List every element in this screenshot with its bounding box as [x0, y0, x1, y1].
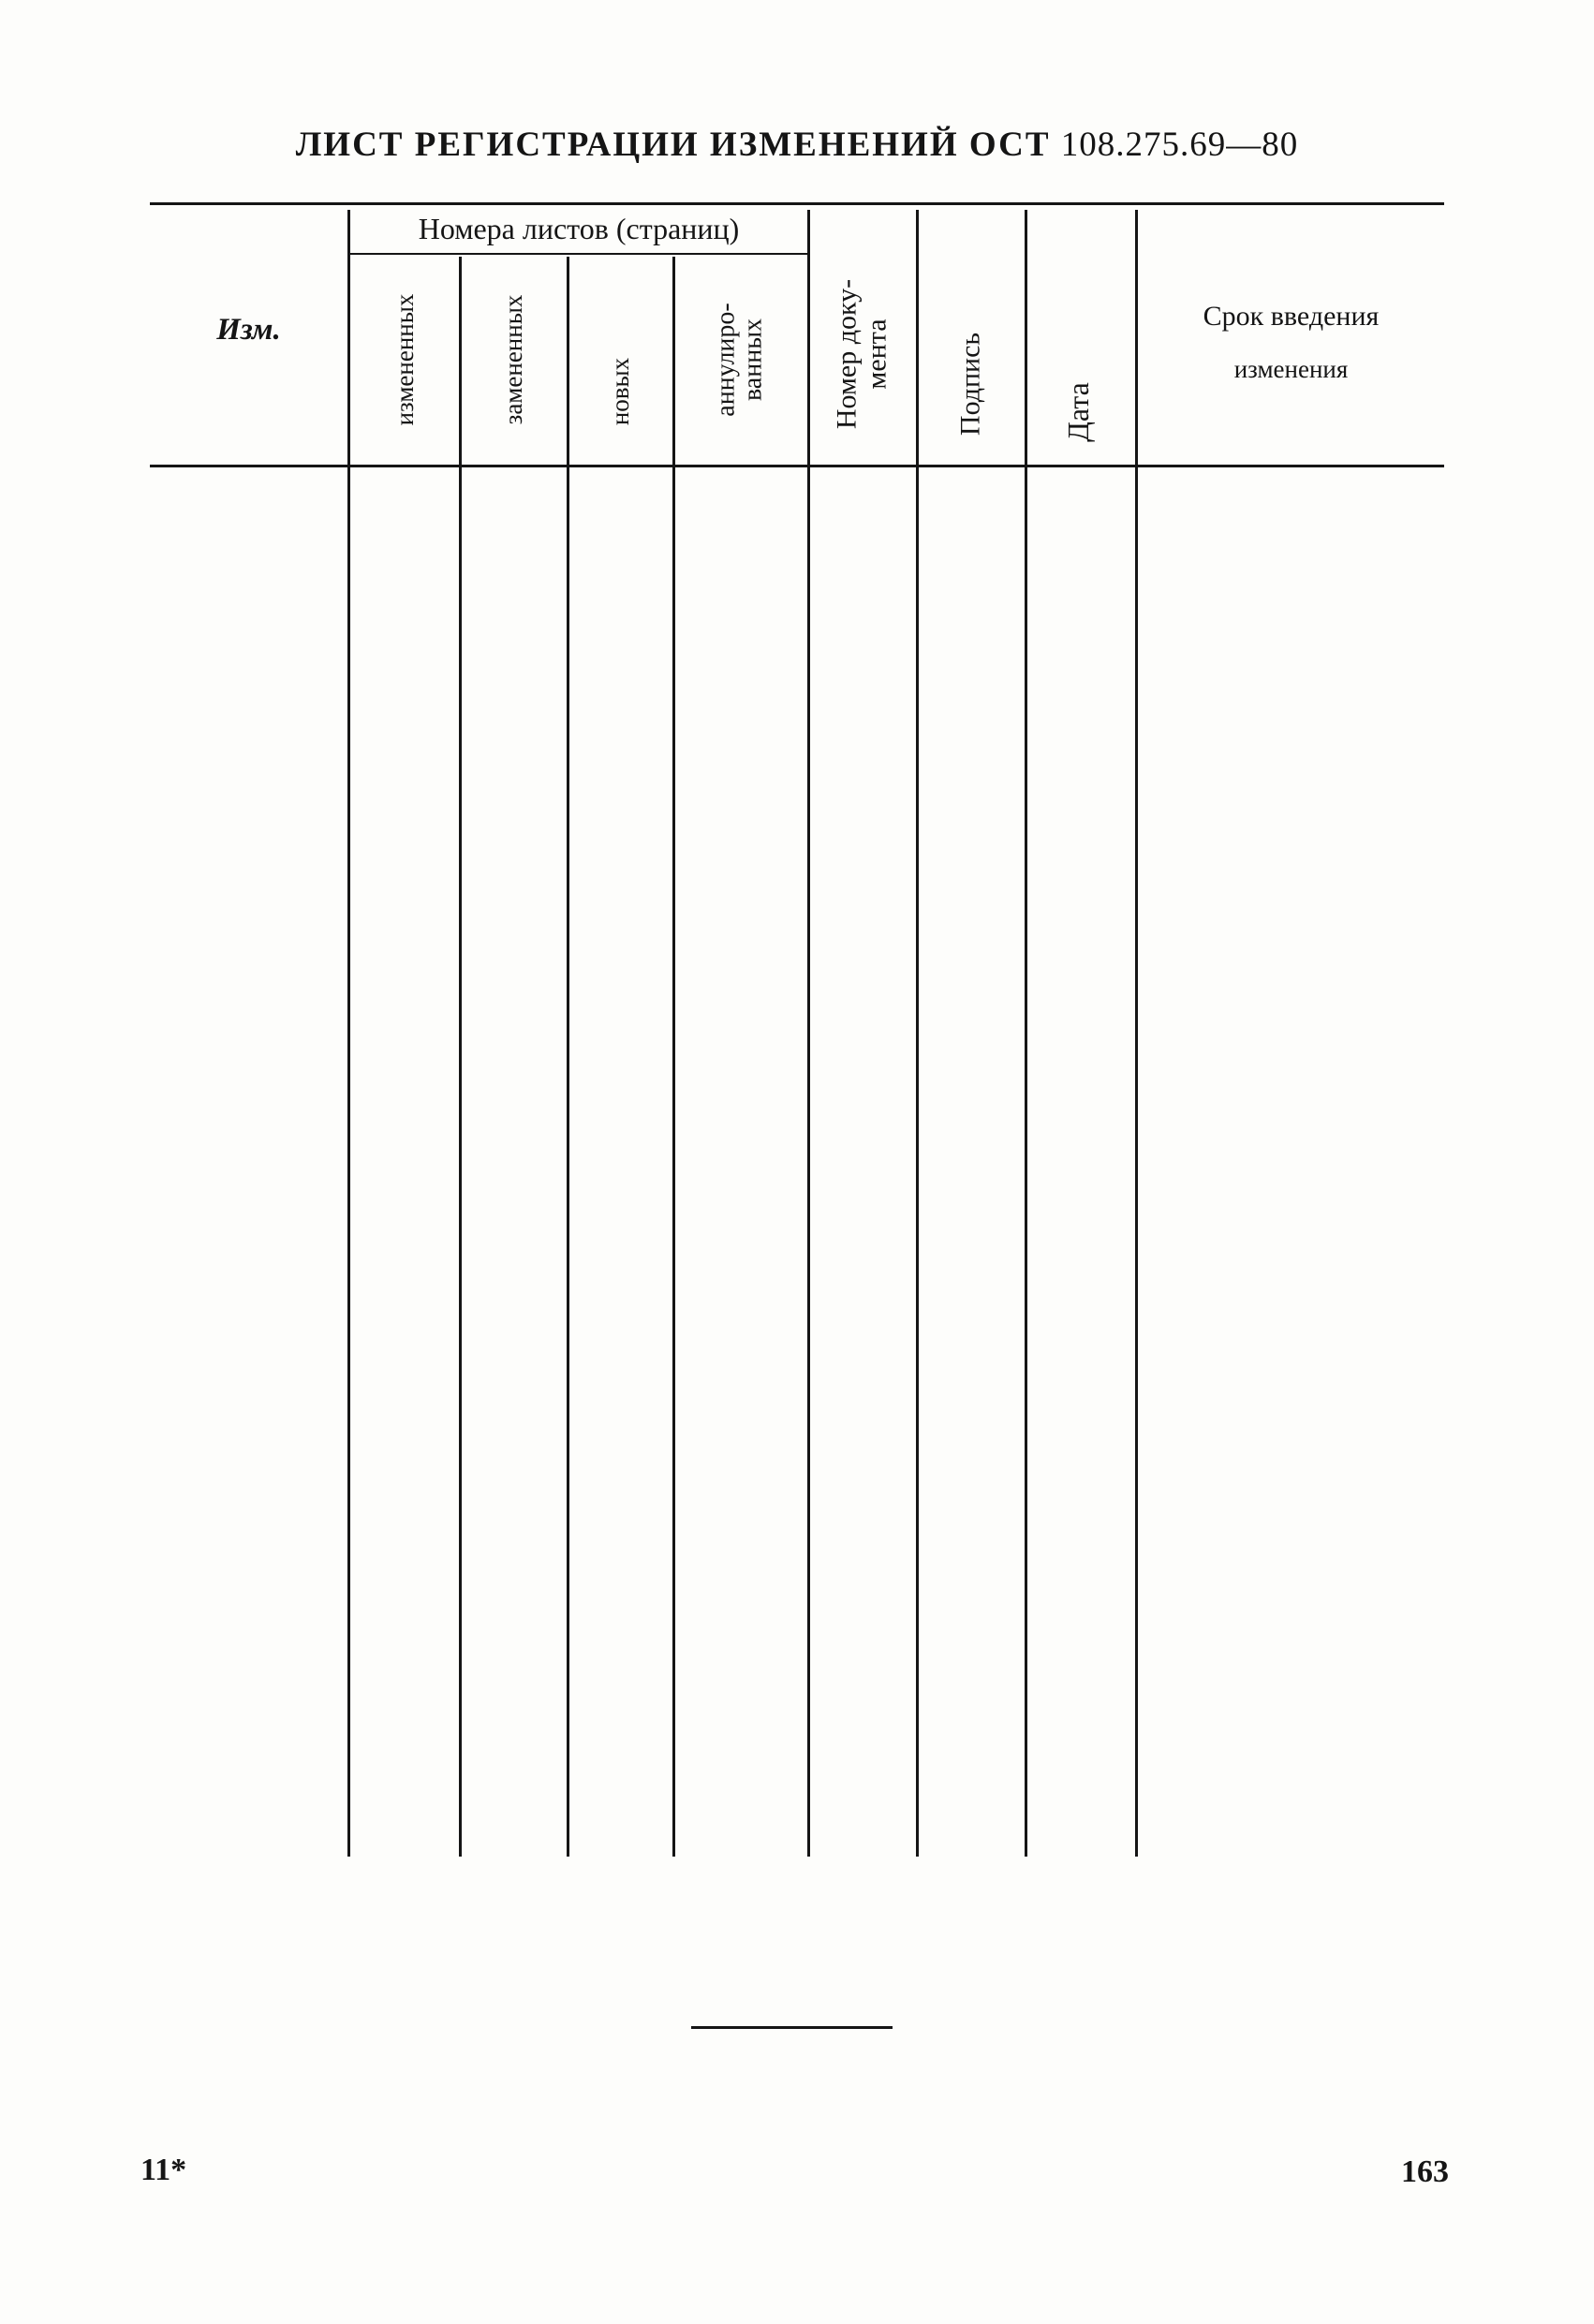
header-change-number: Изм. [216, 313, 281, 347]
end-rule [691, 2026, 893, 2029]
title-number: 108.275.69—80 [1060, 126, 1299, 164]
header-replaced: замененных [498, 294, 527, 425]
page-title [0, 125, 1594, 165]
title-words: ЛИСТ РЕГИСТРАЦИИ ИЗМЕНЕНИЙ ОСТ [295, 126, 1051, 164]
column-divider [347, 210, 350, 1857]
column-divider [567, 257, 569, 1857]
header-date: Дата [1061, 382, 1096, 442]
signature-mark: 11* [140, 2153, 187, 2187]
header-annulled [713, 303, 768, 416]
header-effective-term-line1: Срок введения [1203, 301, 1380, 332]
group-header-underline [348, 253, 809, 255]
column-divider [1135, 210, 1138, 1857]
table-top-rule [150, 202, 1444, 205]
page-number: 163 [1401, 2154, 1449, 2189]
column-divider [459, 257, 462, 1857]
header-annulled-line2: ванных [739, 318, 768, 402]
column-divider [916, 210, 919, 1857]
header-annulled-line1: аннулиро- [711, 303, 741, 417]
header-bottom-rule [150, 465, 1444, 467]
header-signature: Подпись [954, 332, 986, 437]
header-new: новых [605, 357, 634, 426]
header-effective-term-line2: изменения [1233, 355, 1349, 383]
header-sheet-numbers: Номера листов (страниц) [418, 212, 740, 245]
header-effective-term [1138, 290, 1444, 395]
header-document-number [833, 279, 892, 429]
column-divider [1025, 210, 1027, 1857]
header-document-number-line1: Номер доку- [831, 278, 863, 430]
header-changed: измененных [390, 293, 419, 426]
column-divider [807, 210, 810, 1857]
column-divider [672, 257, 675, 1857]
header-document-number-line2: мента [861, 318, 892, 390]
